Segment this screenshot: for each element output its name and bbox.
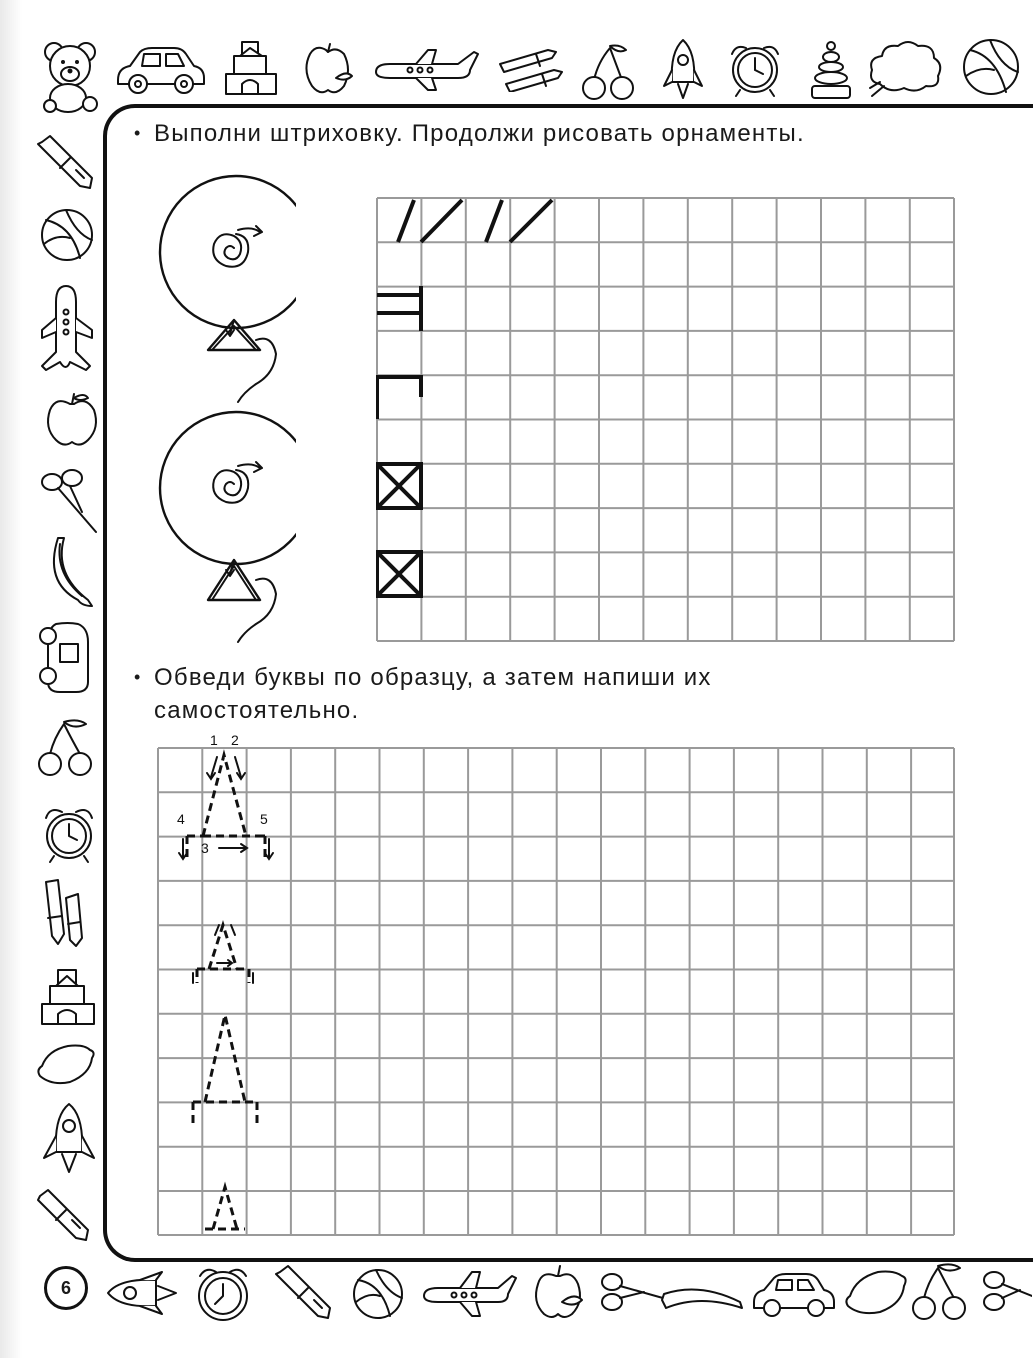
- airplane-icon: [420, 1268, 518, 1318]
- letter-writing-grid[interactable]: [157, 747, 957, 1242]
- task2-instruction-line2: самостоятельно.: [154, 697, 360, 724]
- cherries-icon: [580, 42, 638, 102]
- cloud-icon: [866, 38, 946, 98]
- ball-icon: [350, 1266, 406, 1322]
- alarm-clock-icon: [722, 40, 788, 98]
- crayon-icon: [274, 1262, 334, 1322]
- bullet-icon: •: [134, 123, 142, 143]
- rocket-icon: [660, 38, 706, 102]
- lemon-icon: [34, 1040, 98, 1088]
- airplane-icon: [40, 282, 94, 374]
- task1-instruction: [134, 118, 805, 151]
- page-number: 6: [44, 1266, 88, 1310]
- stroke-number-2: 2: [231, 732, 239, 748]
- crayons-icon: [496, 44, 566, 92]
- stroke-number-5: 5: [260, 811, 268, 827]
- task1-instruction-text: Выполни штриховку. Продолжи рисовать орнаменты.: [154, 120, 805, 147]
- stroke-number-3: 3: [201, 840, 209, 856]
- stroke-number-4: 4: [177, 811, 185, 827]
- scissors-icon: [38, 466, 102, 536]
- alarm-clock-icon: [38, 800, 100, 866]
- apple-icon: [302, 40, 356, 98]
- bullet-icon: •: [134, 667, 142, 687]
- ball-icon: [38, 206, 96, 264]
- alarm-clock-icon: [190, 1262, 256, 1326]
- crayon-icon: [36, 132, 96, 192]
- apple-icon: [530, 1262, 586, 1324]
- cherries-icon: [910, 1262, 974, 1322]
- balloon-shading-figure-2: [156, 410, 296, 646]
- lemon-icon: [842, 1266, 910, 1318]
- banana-icon: [42, 534, 98, 608]
- apple-icon: [42, 390, 102, 450]
- task2-instruction-line1: Обведи буквы по образцу, а затем напиши их: [154, 664, 712, 691]
- balloon-shading-figure-1: [156, 174, 296, 410]
- rocket-icon: [40, 1100, 98, 1176]
- rocket-icon: [104, 1270, 180, 1316]
- scissors-icon: [980, 1266, 1032, 1318]
- ball-icon: [960, 36, 1022, 98]
- blocks-castle-icon: [222, 38, 280, 98]
- crayons-icon: [40, 878, 86, 948]
- teddy-bear-icon: [38, 38, 106, 114]
- banana-icon: [660, 1278, 744, 1314]
- car-icon: [748, 1268, 838, 1320]
- stroke-number-1: 1: [210, 732, 218, 748]
- car-icon: [38, 618, 100, 698]
- page-edge-shadow: [0, 0, 22, 1358]
- ornament-grid[interactable]: [376, 197, 956, 648]
- car-icon: [112, 42, 208, 98]
- task2-instruction: [134, 662, 712, 727]
- cherries-icon: [34, 718, 100, 778]
- blocks-castle-icon: [38, 966, 98, 1028]
- crayon-icon: [36, 1186, 92, 1242]
- pyramid-toy-icon: [806, 40, 856, 102]
- airplane-icon: [370, 48, 482, 92]
